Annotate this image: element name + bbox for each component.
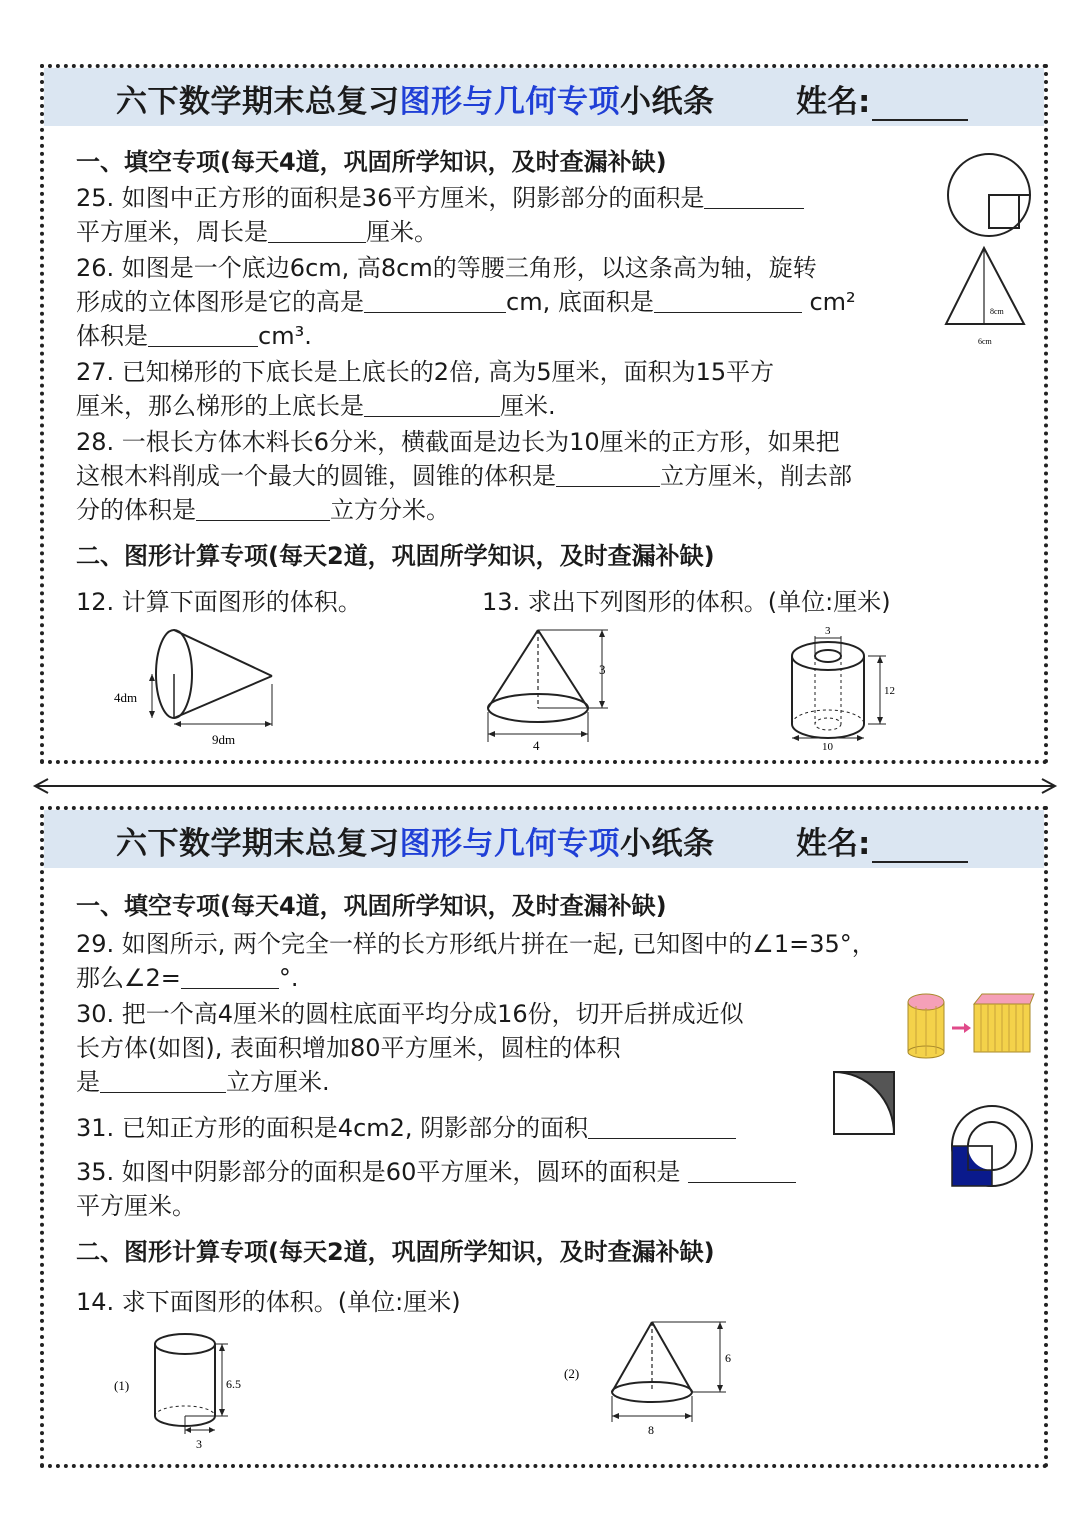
fig14-2-label: (2) — [564, 1366, 580, 1381]
question-28: 28. 一根长方体木料长6分米，横截面是边长为10厘米的正方形，如果把 — [76, 428, 840, 456]
cylinder-to-cuboid-figure — [900, 988, 1036, 1062]
name-field[interactable]: 姓名: — [796, 818, 968, 863]
worksheet-card-2 — [40, 806, 1048, 1468]
annulus-square-figure — [942, 1104, 1038, 1200]
title-highlight: 图形与几何专项 — [399, 84, 620, 120]
separator-double-arrow — [30, 775, 1060, 797]
question-25-cont: 平方厘米，周长是 厘米。 — [76, 218, 438, 246]
cylinder-figure-14-1 — [110, 1324, 300, 1454]
section-fill-blank: 一、填空专项(每天4道，巩固所学知识，及时查漏补缺) — [76, 892, 667, 920]
cone12-radius-label: 4dm — [114, 690, 138, 705]
section-fill-blank: 一、填空专项(每天4道，巩固所学知识，及时查漏补缺) — [76, 148, 667, 176]
hollow-cylinder-figure-13b — [784, 616, 904, 750]
fig14-1-height-label: 6.5 — [226, 1377, 241, 1391]
cyl13b-height-label: 12 — [884, 685, 895, 697]
cone13a-height-label: 3 — [599, 662, 606, 677]
question-28-cont: 这根木料削成一个最大的圆锥，圆锥的体积是 立方厘米，削去部 — [76, 462, 852, 490]
question-27: 27. 已知梯形的下底长是上底长的2倍, 高为5厘米，面积为15平方 — [76, 358, 775, 386]
cone12-length-label: 9dm — [212, 732, 236, 747]
question-26-cont: 形成的立体图形是它的高是 cm, 底面积是 cm² — [76, 288, 856, 316]
circle-square-figure — [944, 150, 1036, 240]
question-31: 31. 已知正方形的面积是4cm2, 阴影部分的面积 — [76, 1108, 736, 1143]
title-highlight: 图形与几何专项 — [399, 826, 620, 862]
question-29-cont: 那么∠2= °. — [76, 964, 299, 992]
fig14-2-height-label: 6 — [725, 1351, 731, 1365]
question-26-cont2: 体积是 cm³. — [76, 322, 312, 350]
question-14: 14. 求下面图形的体积。(单位:厘米) — [76, 1288, 461, 1316]
fig14-1-radius-label: 3 — [196, 1437, 202, 1451]
question-29: 29. 如图所示, 两个完全一样的长方形纸片拼在一起, 已知图中的∠1=35°， — [76, 930, 876, 958]
question-26: 26. 如图是一个底边6cm, 高8cm的等腰三角形，以这条高为轴，旋转 — [76, 254, 817, 282]
tri-height-label: 8cm — [990, 307, 1004, 316]
cone-figure-14-2 — [560, 1316, 760, 1440]
question-35: 35. 如图中阴影部分的面积是60平方厘米，圆环的面积是 — [76, 1152, 796, 1187]
question-30-cont2: 是 立方厘米. — [76, 1068, 330, 1096]
cone-figure-13a — [482, 624, 612, 754]
section-calculation: 二、图形计算专项(每天2道，巩固所学知识，及时查漏补缺) — [76, 542, 715, 570]
tri-base-label: 6cm — [978, 337, 992, 346]
cone13a-diameter-label: 4 — [533, 738, 540, 753]
page-title: 六下数学期末总复习图形与几何专项小纸条 — [116, 84, 715, 120]
question-28-cont2: 分的体积是 立方分米。 — [76, 496, 450, 524]
cyl13b-diameter-label: 10 — [822, 741, 833, 750]
card-header — [44, 68, 1044, 126]
question-30: 30. 把一个高4厘米的圆柱底面平均分成16份，切开后拼成近似 — [76, 1000, 744, 1028]
worksheet-card-1 — [40, 64, 1048, 764]
fig14-2-diameter-label: 8 — [648, 1423, 654, 1437]
isosceles-triangle-figure — [940, 244, 1030, 350]
square-quarter-circle-figure — [830, 1068, 898, 1138]
lying-cone-figure — [74, 624, 284, 748]
question-12: 12. 计算下面图形的体积。 — [76, 588, 362, 616]
question-25: 25. 如图中正方形的面积是36平方厘米，阴影部分的面积是 — [76, 178, 804, 213]
page-title: 六下数学期末总复习图形与几何专项小纸条 — [116, 826, 715, 862]
card-header — [44, 810, 1044, 868]
section-calculation: 二、图形计算专项(每天2道，巩固所学知识，及时查漏补缺) — [76, 1238, 715, 1266]
question-30-cont: 长方体(如图), 表面积增加80平方厘米，圆柱的体积 — [76, 1034, 621, 1062]
question-27-cont: 厘米，那么梯形的上底长是 厘米. — [76, 392, 556, 420]
fig14-1-label: (1) — [114, 1378, 130, 1393]
cyl13b-inner-label: 3 — [825, 625, 831, 637]
question-35-cont: 平方厘米。 — [76, 1192, 196, 1220]
question-13: 13. 求出下列图形的体积。(单位:厘米) — [482, 588, 891, 616]
name-field[interactable]: 姓名: — [796, 76, 968, 121]
